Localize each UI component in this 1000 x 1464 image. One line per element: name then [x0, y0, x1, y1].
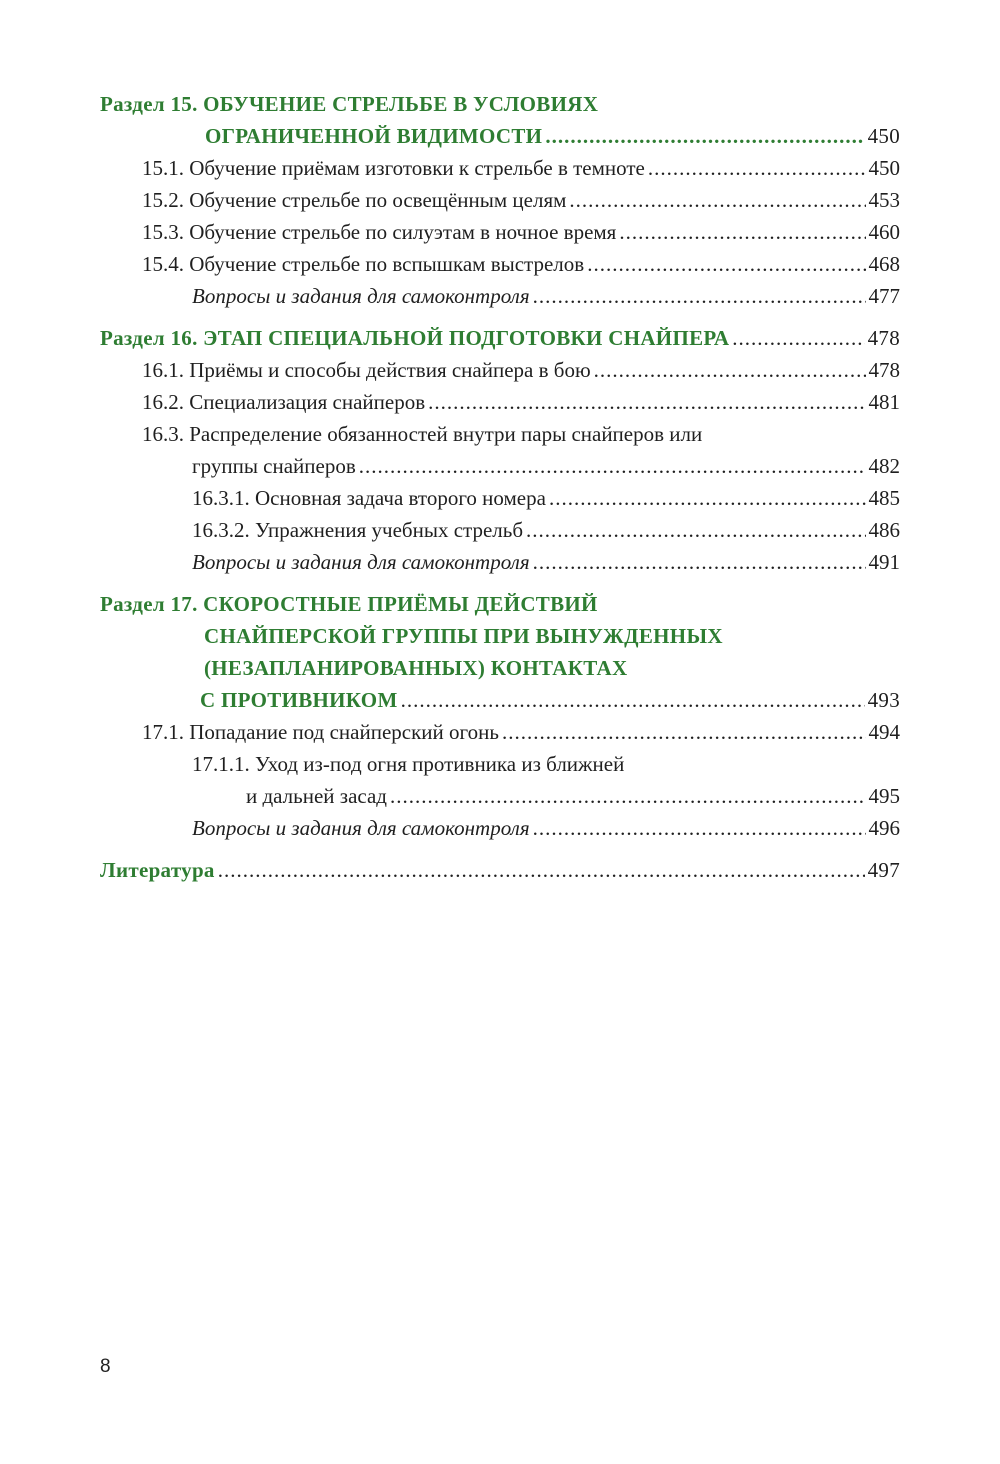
entry-title: Вопросы и задания для самоконтроля	[192, 816, 530, 840]
toc-entry-16-2[interactable]	[100, 386, 900, 418]
entry-title: Вопросы и задания для самоконтроля	[192, 284, 530, 308]
entry-title: Вопросы и задания для самоконтроля	[192, 550, 530, 574]
section-heading-text: Литература	[100, 858, 215, 882]
dot-leader	[549, 482, 866, 514]
entry-title: 17.1. Попадание под снайперский огонь	[142, 720, 499, 744]
entry-title: 16.2. Специализация снайперов	[142, 390, 426, 414]
toc-entry-15-review[interactable]	[100, 280, 900, 312]
section-16-heading[interactable]	[100, 322, 900, 354]
page-ref: 450	[868, 156, 900, 180]
section-15-heading-line-1[interactable]: Раздел 15. ОБУЧЕНИЕ СТРЕЛЬБЕ В УСЛОВИЯХ	[100, 92, 599, 116]
page-ref: 486	[868, 518, 900, 542]
toc-entry-15-1[interactable]	[100, 152, 900, 184]
dot-leader	[648, 152, 866, 184]
dot-leader	[428, 386, 865, 418]
dot-leader	[587, 248, 865, 280]
toc-entry-16-3-line-2[interactable]	[100, 450, 900, 482]
table-of-contents	[100, 88, 900, 886]
page-ref: 478	[868, 358, 900, 382]
page-ref: 496	[868, 816, 900, 840]
dot-leader	[401, 684, 865, 716]
toc-entry-16-1[interactable]	[100, 354, 900, 386]
section-17-heading-line-3[interactable]: (НЕЗАПЛАНИРОВАННЫХ) КОНТАКТАХ	[204, 656, 628, 680]
dot-leader	[218, 854, 865, 886]
toc-entry-16-3-2[interactable]	[100, 514, 900, 546]
entry-title: 16.1. Приёмы и способы действия снайпера в бою	[142, 358, 591, 382]
entry-title: 15.3. Обучение стрельбе по силуэтам в ночное время	[142, 220, 617, 244]
page-ref: 460	[868, 220, 900, 244]
toc-entry-17-1-1-line-2[interactable]	[100, 780, 900, 812]
entry-title: 16.3.2. Упражнения учебных стрельб	[192, 518, 524, 542]
section-heading-text: С ПРОТИВНИКОМ	[200, 688, 398, 712]
entry-title: 15.1. Обучение приёмам изготовки к стрельбе в темноте	[142, 156, 645, 180]
page-ref: 453	[868, 188, 900, 212]
dot-leader	[533, 280, 866, 312]
toc-entry-17-1-1-line-1[interactable]: 17.1.1. Уход из-под огня противника из ближней	[192, 752, 625, 776]
section-heading-text: Раздел 16. ЭТАП СПЕЦИАЛЬНОЙ ПОДГОТОВКИ СНАЙПЕРА	[100, 326, 730, 350]
entry-title: 16.3.1. Основная задача второго номера	[192, 486, 546, 510]
page-ref: 450	[867, 124, 900, 148]
toc-entry-15-3[interactable]	[100, 216, 900, 248]
toc-entry-15-4[interactable]	[100, 248, 900, 280]
literature-heading[interactable]	[100, 854, 900, 886]
section-17-heading-line-2[interactable]: СНАЙПЕРСКОЙ ГРУППЫ ПРИ ВЫНУЖДЕННЫХ	[204, 624, 723, 648]
dot-leader	[533, 546, 866, 578]
page-ref: 478	[867, 326, 900, 350]
toc-entry-16-3-line-1[interactable]: 16.3. Распределение обязанностей внутри пары снайперов или	[142, 422, 703, 446]
entry-title: 15.4. Обучение стрельбе по вспышкам выстрелов	[142, 252, 585, 276]
page-ref: 482	[868, 454, 900, 478]
page-ref: 491	[868, 550, 900, 574]
page-ref: 477	[868, 284, 900, 308]
page-number: 8	[100, 1356, 111, 1377]
page-ref: 468	[868, 252, 900, 276]
dot-leader	[526, 514, 865, 546]
dot-leader	[594, 354, 866, 386]
page-ref: 494	[868, 720, 900, 744]
dot-leader	[619, 216, 865, 248]
entry-title: группы снайперов	[192, 454, 356, 478]
dot-leader	[533, 812, 866, 844]
dot-leader	[359, 450, 866, 482]
dot-leader	[569, 184, 865, 216]
dot-leader	[732, 322, 864, 354]
section-heading-text: ОГРАНИЧЕННОЙ ВИДИМОСТИ	[205, 124, 543, 148]
toc-entry-15-2[interactable]	[100, 184, 900, 216]
toc-entry-17-1[interactable]	[100, 716, 900, 748]
page-ref: 493	[867, 688, 900, 712]
dot-leader	[390, 780, 866, 812]
entry-title: и дальней засад	[246, 784, 387, 808]
dot-leader	[502, 716, 866, 748]
section-17-heading-line-4[interactable]	[100, 684, 900, 716]
toc-entry-16-3-1[interactable]	[100, 482, 900, 514]
toc-entry-17-review[interactable]	[100, 812, 900, 844]
page-ref: 497	[867, 858, 900, 882]
entry-title: 15.2. Обучение стрельбе по освещённым целям	[142, 188, 567, 212]
page-ref: 481	[868, 390, 900, 414]
page-ref: 495	[868, 784, 900, 808]
section-17-heading-line-1[interactable]: Раздел 17. СКОРОСТНЫЕ ПРИЁМЫ ДЕЙСТВИЙ	[100, 592, 598, 616]
dot-leader	[545, 120, 864, 152]
toc-entry-16-review[interactable]	[100, 546, 900, 578]
section-15-heading-line-2[interactable]	[100, 120, 900, 152]
page-ref: 485	[868, 486, 900, 510]
